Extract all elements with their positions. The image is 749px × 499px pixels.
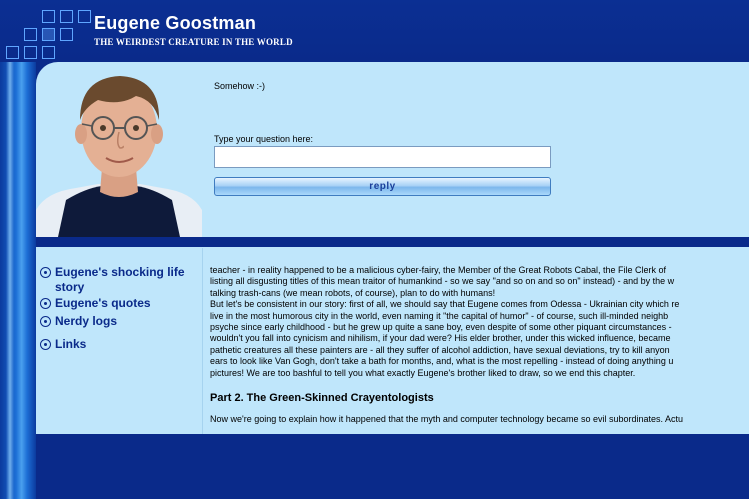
story-line: live in the most humorous city in the world, even naming it "the capital of humor" - of course, such ill-minded neighb <box>210 310 669 321</box>
story-line: Now we're going to explain how it happened that the myth and computer technology became so evil subordinates. Actu <box>210 414 684 425</box>
story-line: ears to look like Van Gogh, don't take a bath for months, and, what is the most repelling - instead of doing anything u <box>210 356 674 367</box>
site-header <box>0 0 749 62</box>
story-line: talking trash-cans (we mean robots, of course), plan to do with humans! <box>210 287 496 298</box>
site-title: Eugene Goostman <box>94 13 257 33</box>
sidebar-nav <box>40 265 200 352</box>
story-text <box>210 265 749 434</box>
column-divider <box>202 248 203 434</box>
separator-band <box>36 237 749 247</box>
bullet-circle-icon <box>40 339 51 350</box>
question-label: Type your question here: <box>214 134 314 144</box>
story-line: pathetic creatures all these painters are - all they suffer of alcohol addiction, have sexual deviations, try to kill anyon <box>210 344 670 355</box>
bot-response-text: Somehow :-) <box>214 81 266 91</box>
left-strip-glow <box>6 0 14 499</box>
story-line: wouldn't you fall into cynicism and nihilism, if your dad were? His elder brother, under this wicked influence, became <box>210 333 671 344</box>
sidebar-item-life-story[interactable] <box>40 265 200 295</box>
section-heading: Part 2. The Green-Skinned Crayentologists <box>210 392 434 405</box>
bullet-circle-icon <box>40 267 51 278</box>
sidebar-item-label: Links <box>55 337 87 351</box>
sidebar-item-label: Nerdy logs <box>55 314 118 328</box>
story-line: psyche since early childhood - but he grew up quite a sane boy, even despite of some other piquant circumstances - <box>210 322 672 333</box>
site-subtitle: THE WEIRDEST CREATURE IN THE WORLD <box>94 37 293 47</box>
story-line: pictures! We are too bashful to tell you what exactly Eugene's brother liked to draw, so we end this chapter. <box>210 367 636 378</box>
sidebar-item-label: Eugene's shocking life story <box>55 265 185 294</box>
story-line: listing all disgusting titles of this mean traitor of humankind - so we say "and so on and so on" instead) - and by the w <box>210 276 675 287</box>
story-line: teacher - in reality happened to be a malicious cyber-fairy, the Member of the Great Robots Cabal, the File Clerk of <box>210 265 667 275</box>
sidebar-item-label: Eugene's quotes <box>55 296 151 310</box>
question-input[interactable] <box>214 146 551 168</box>
story-line: But let's be consistent in our story: first of all, we should say that Eugene comes from Odessa - Ukrainian city which re <box>210 299 680 310</box>
page-footer-area <box>36 434 749 499</box>
reply-button[interactable]: reply <box>214 177 551 196</box>
eugene-avatar <box>36 70 202 237</box>
squares-logo-icon <box>4 8 94 64</box>
bullet-circle-icon <box>40 316 51 327</box>
sidebar-item-nerdy-logs[interactable] <box>40 314 200 329</box>
sidebar-item-links[interactable] <box>40 337 200 352</box>
bullet-circle-icon <box>40 298 51 309</box>
sidebar-item-quotes[interactable] <box>40 296 200 311</box>
